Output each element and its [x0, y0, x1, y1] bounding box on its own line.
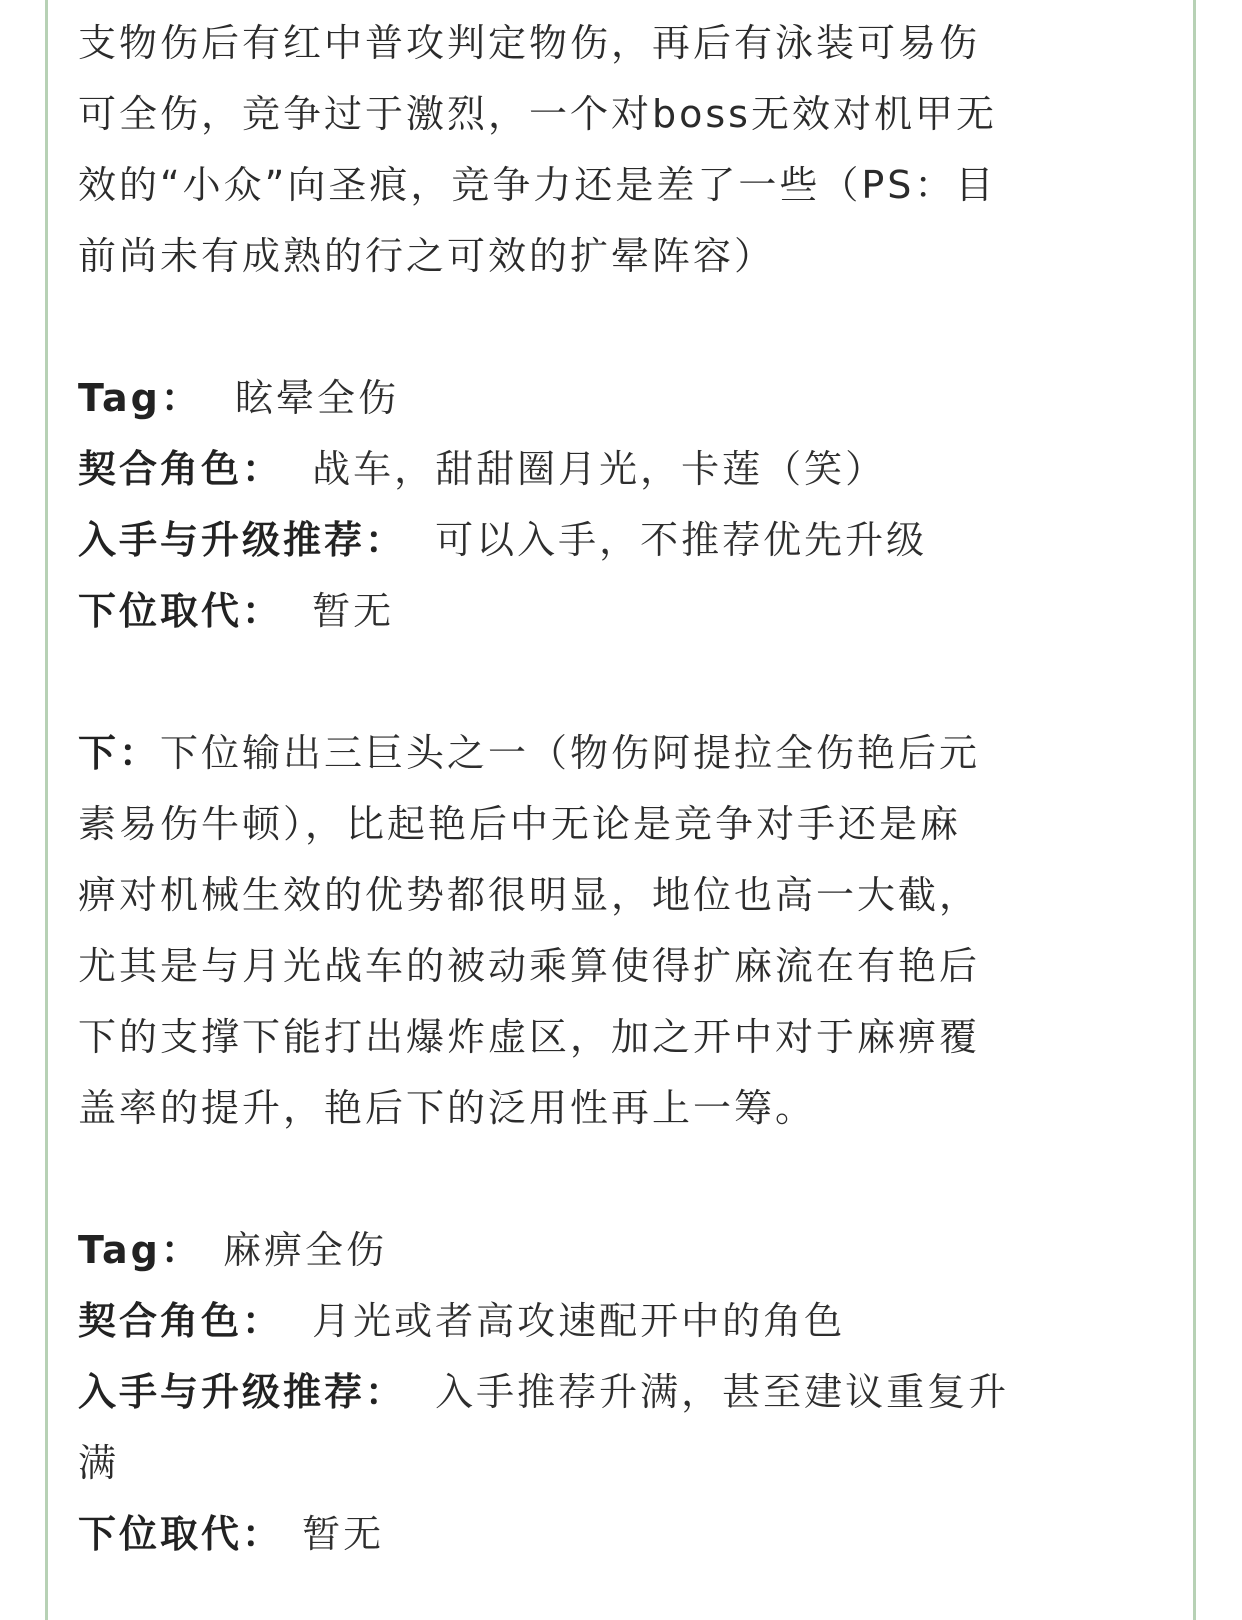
block2-tag-row [78, 1215, 1168, 1286]
lower-line-4: 尤其是与月光战车的被动乘算使得扩麻流在有艳后 [78, 944, 981, 988]
lower-text: 下位输出三巨头之一（物伤阿提拉全伤艳后元 [160, 731, 981, 775]
left-border [45, 0, 48, 1620]
spacer [78, 292, 1168, 363]
intro-line-4: 前尚未有成熟的行之可效的扩晕阵容） [78, 234, 776, 278]
article-body [78, 8, 1168, 1570]
lower-line-5: 下的支撑下能打出爆炸虚区，加之开中对于麻痹覆 [78, 1015, 981, 1059]
lower-line-2: 素易伤牛顿），比起艳后中无论是竞争对手还是麻 [78, 802, 962, 846]
spacer [78, 1144, 1168, 1215]
right-border [1193, 0, 1196, 1620]
recommend-value: 入手推荐升满，甚至建议重复升 [435, 1370, 1010, 1414]
block1-characters-row [78, 434, 1168, 505]
recommend-label: 入手与升级推荐： [78, 1370, 407, 1414]
lower-line-1 [78, 718, 1168, 789]
block2-alternative-row [78, 1499, 1168, 1570]
block1-alternative-row [78, 576, 1168, 647]
block2-characters-row [78, 1286, 1168, 1357]
block2-recommend-row [78, 1357, 1168, 1428]
block1-recommend-row [78, 505, 1168, 576]
block1-tag-row [78, 363, 1168, 434]
tag-label: Tag： [78, 1228, 202, 1272]
spacer [78, 647, 1168, 718]
alternative-value: 暂无 [302, 1512, 385, 1556]
tag-value: 眩晕全伤 [234, 376, 399, 420]
recommend-label: 入手与升级推荐： [78, 518, 407, 562]
lower-label: 下： [78, 731, 161, 775]
characters-label: 契合角色： [78, 447, 284, 491]
intro-line-1: 支物伤后有红中普攻判定物伤，再后有泳装可易伤 [78, 21, 981, 65]
recommend-value: 可以入手，不推荐优先升级 [435, 518, 928, 562]
characters-label: 契合角色： [78, 1299, 284, 1343]
alternative-label: 下位取代： [78, 1512, 284, 1556]
alternative-label: 下位取代： [78, 589, 284, 633]
tag-label: Tag： [78, 376, 202, 420]
lower-line-3: 痹对机械生效的优势都很明显，地位也高一大截， [78, 873, 981, 917]
intro-line-3: 效的“小众”向圣痕，竞争力还是差了一些（PS：目 [78, 163, 997, 207]
characters-value: 月光或者高攻速配开中的角色 [312, 1299, 846, 1343]
block2-recommend-continued: 满 [78, 1441, 120, 1485]
tag-value: 麻痹全伤 [222, 1228, 387, 1272]
characters-value: 战车，甜甜圈月光，卡莲（笑） [312, 447, 887, 491]
alternative-value: 暂无 [312, 589, 395, 633]
lower-line-6: 盖率的提升，艳后下的泛用性再上一筹。 [78, 1086, 817, 1130]
intro-line-2: 可全伤，竞争过于激烈，一个对boss无效对机甲无 [78, 92, 997, 136]
